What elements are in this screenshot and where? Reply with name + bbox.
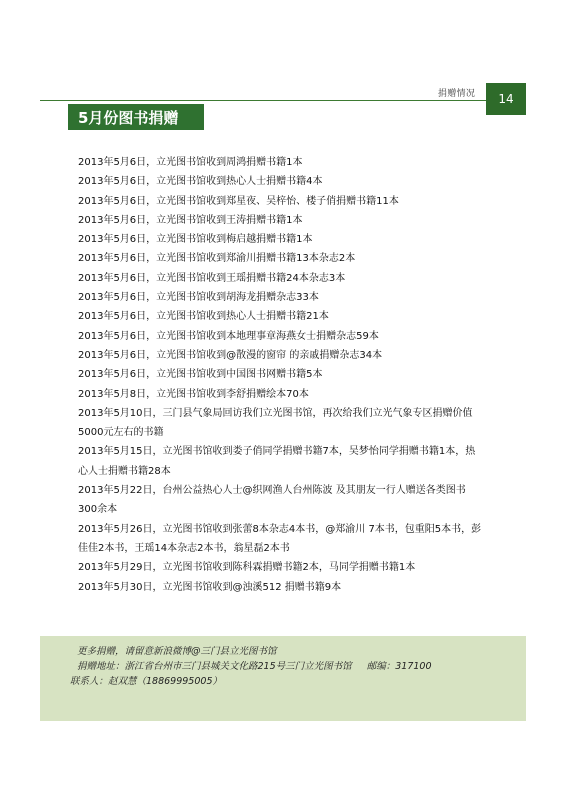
donation-entry: 2013年5月6日，立光图书馆收到胡海龙捐赠杂志33本 [78,292,319,304]
donation-entry: 2013年5月26日，立光图书馆收到张蕾8本杂志4本书，@郑渝川 7本书，包重阳5本书，彭佳佳2本书，王瑶14本杂志2本书，翁星磊2本书 [78,523,482,554]
footer-contact-line: 联系人：赵双慧（18869995005） [70,676,222,687]
donation-entry: 2013年5月30日，立光图书馆收到@浊溪512 捐赠书籍9本 [78,581,342,593]
donation-entry: 2013年5月22日，台州公益热心人士@织网渔人台州陈波 及其朋友一行人赠送各类图书300余本 [78,485,466,516]
donation-entry: 2013年5月6日，立光图书馆收到王涛捐赠书籍1本 [78,214,303,226]
donation-entry: 2013年5月6日，立光图书馆收到热心人士捐赠书籍4本 [78,176,323,188]
donation-entry-list [78,153,484,597]
donation-entry: 2013年5月10日，三门县气象局回访我们立光图书馆，再次给我们立光气象专区捐赠价值5000元左右的书籍 [78,407,473,439]
donation-entry: 2013年5月6日，立光图书馆收到郑渝川捐赠书籍13本杂志2本 [78,253,356,265]
donation-entry: 2013年5月15日，立光图书馆收到娄子俏同学捐赠书籍7本，吴梦怡同学捐赠书籍1本，热心人士捐赠书籍28本 [78,446,476,477]
header-rule [40,100,526,101]
footer-weibo-line: 更多捐赠，请留意新浪微博@三门县立光图书馆 [77,646,277,657]
donation-entry: 2013年5月6日，立光图书馆收到梅启越捐赠书籍1本 [78,234,313,246]
header-section-label: 捐赠情况 [438,89,476,99]
donation-entry: 2013年5月6日，立光图书馆收到本地理事章海燕女士捐赠杂志59本 [78,330,379,342]
donation-entry: 2013年5月6日，立光图书馆收到王瑶捐赠书籍24本杂志3本 [78,272,346,284]
section-title: 5月份图书捐赠 [68,104,204,130]
donation-entry: 2013年5月6日，立光图书馆收到周鸿捐赠书籍1本 [78,157,303,168]
footer-address-line: 捐赠地址：浙江省台州市三门县城关文化路215号三门立光图书馆 邮编：317100 [77,661,432,672]
donation-entry: 2013年5月6日，立光图书馆收到@散漫的窗帘 的亲戚捐赠杂志34本 [78,349,383,361]
donation-entry: 2013年5月6日，立光图书馆收到郑星夜、吴梓怡、楼子俏捐赠书籍11本 [78,195,399,207]
donation-entry: 2013年5月6日，立光图书馆收到中国图书网赠书籍5本 [78,369,323,381]
contact-footer [40,636,526,721]
page-number: 14 [486,83,526,115]
donation-entry: 2013年5月8日，立光图书馆收到李舒捐赠绘本70本 [78,388,309,400]
donation-entry: 2013年5月6日，立光图书馆收到热心人士捐赠书籍21本 [78,311,329,323]
donation-entry: 2013年5月29日，立光图书馆收到陈科霖捐赠书籍2本，马同学捐赠书籍1本 [78,562,416,574]
